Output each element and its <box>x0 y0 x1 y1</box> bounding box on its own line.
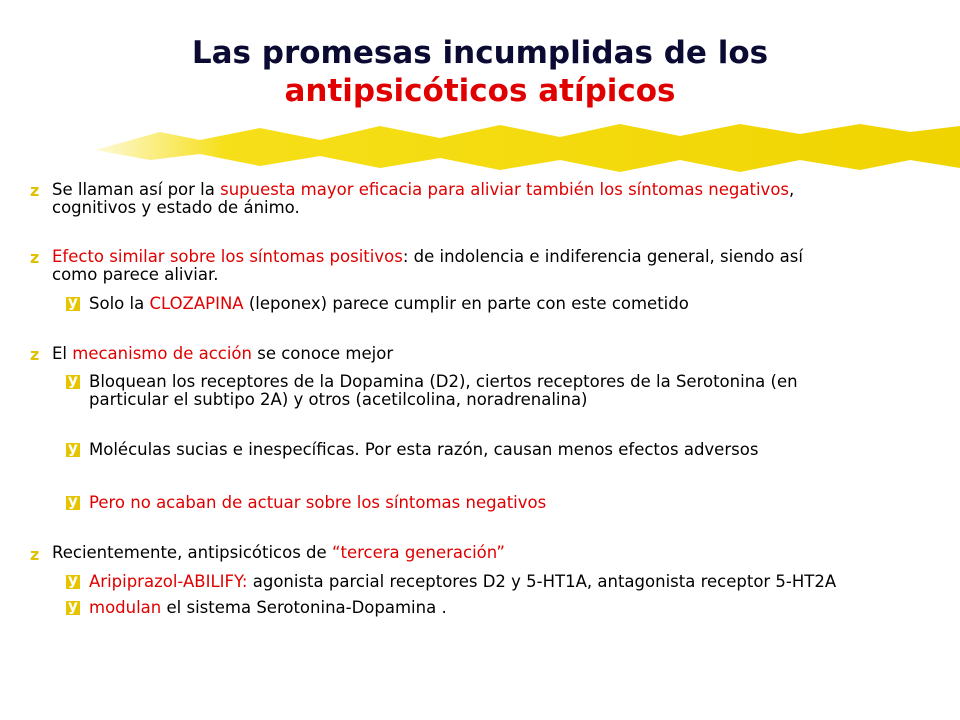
item-2-sub-1: Solo la CLOZAPINA (leponex) parece cumplir en parte con este cometido <box>89 294 689 313</box>
item-3-sub-1-line-1: Bloquean los receptores de la Dopamina (D2), ciertos receptores de la Serotonina (en <box>89 372 798 391</box>
item-1-line-2: cognitivos y estado de ánimo. <box>52 198 300 217</box>
item-3-sub-3: Pero no acaban de actuar sobre los síntomas negativos <box>89 493 547 512</box>
item-3-sub-1-line-2: particular el subtipo 2A) y otros (acetilcolina, noradrenalina) <box>89 390 588 409</box>
title-line-1: Las promesas incumplidas de los <box>191 35 769 71</box>
sub-bullet-icon <box>66 297 80 311</box>
bullet-icon: z <box>30 181 40 200</box>
bullet-icon: z <box>30 345 40 364</box>
item-1-line-1: Se llaman así por la supuesta mayor eficacia para aliviar también los síntomas negativos, <box>52 180 795 199</box>
sub-bullet-icon <box>66 575 80 589</box>
item-2-line-2: como parece aliviar. <box>52 265 219 284</box>
sub-bullet-icon <box>66 496 80 510</box>
item-2-line-1: Efecto similar sobre los síntomas positivos: de indolencia e indiferencia general, siendo así <box>52 247 803 266</box>
item-3-line-1: El mecanismo de acción se conoce mejor <box>52 344 394 363</box>
title-line-2: antipsicóticos atípicos <box>284 73 676 109</box>
sub-bullet-icon <box>66 375 80 389</box>
item-4-line-1: Recientemente, antipsicóticos de “tercera generación” <box>52 543 505 562</box>
item-3-sub-2: Moléculas sucias e inespecíficas. Por esta razón, causan menos efectos adversos <box>89 440 759 459</box>
sub-bullet-icon <box>66 601 80 615</box>
item-4-sub-1: Aripiprazol-ABILIFY: agonista parcial receptores D2 y 5-HT1A, antagonista receptor 5-HT2A <box>89 572 837 591</box>
item-4-sub-2: modulan el sistema Serotonina-Dopamina . <box>89 598 447 617</box>
sub-bullet-icon <box>66 443 80 457</box>
bullet-icon: z <box>30 248 40 267</box>
bullet-icon: z <box>30 545 40 564</box>
